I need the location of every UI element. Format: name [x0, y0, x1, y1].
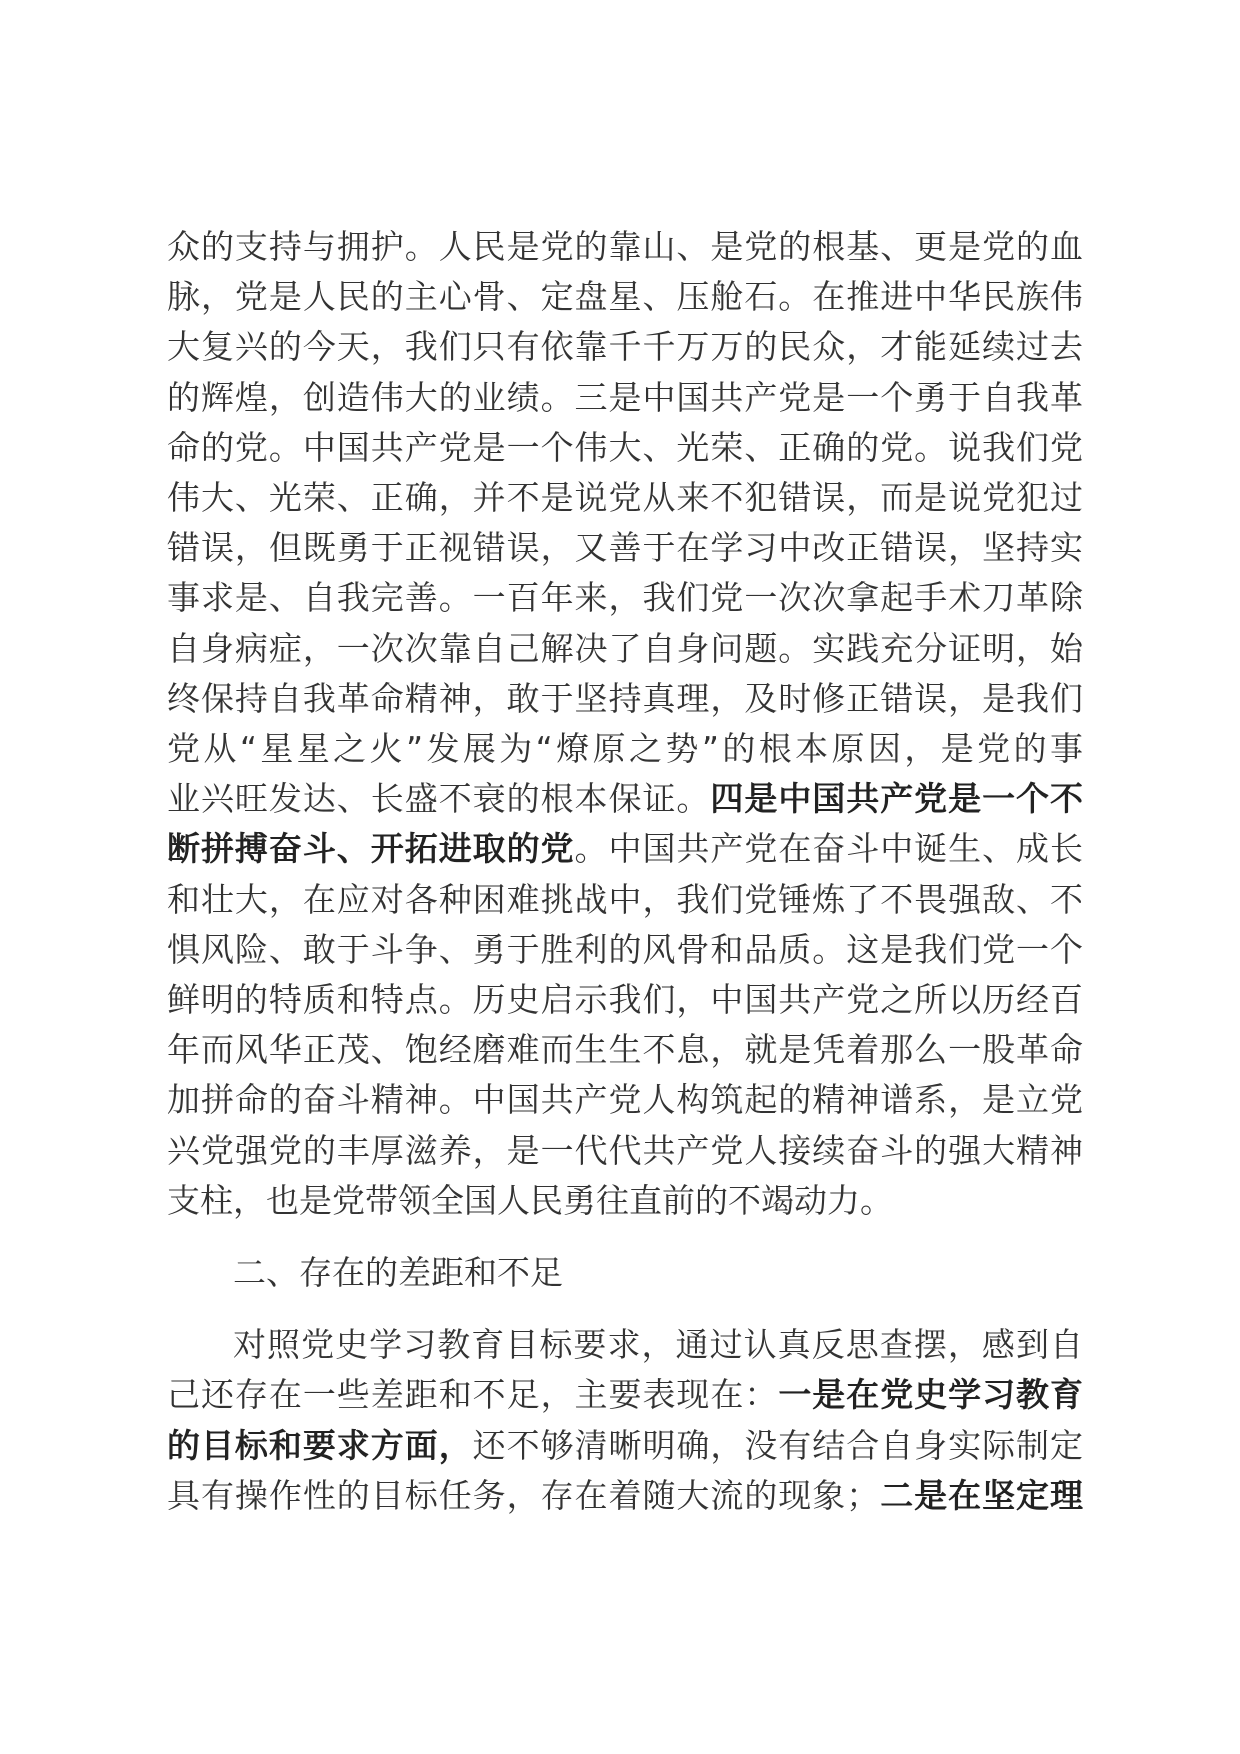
text-segment: 和壮大，在应对各种困难挑战中，我们党锤炼了不畏强敌、不 [167, 879, 1083, 919]
text-line [167, 1075, 1083, 1125]
text-segment: 伟大、光荣、正确，并不是说党从来不犯错误，而是说党犯过 [167, 478, 1083, 518]
body-paragraph-party-qualities [167, 222, 1083, 1226]
bold-text-segment: 的目标和要求方面， [167, 1425, 473, 1465]
text-line [167, 724, 1083, 774]
bold-text-segment: 一是在党史学习教育 [778, 1375, 1083, 1415]
text-line [167, 774, 1083, 824]
text-segment: 对照党史学习教育目标要求，通过认真反思查摆，感到自 [233, 1325, 1083, 1365]
text-line [167, 1176, 1083, 1226]
text-line [167, 824, 1083, 874]
section-heading-text: 二、存在的差距和不足 [233, 1253, 563, 1293]
section-heading [167, 1248, 1083, 1298]
text-line [167, 272, 1083, 322]
text-line [167, 322, 1083, 372]
text-line [167, 674, 1083, 724]
text-line [167, 875, 1083, 925]
text-line [167, 975, 1083, 1025]
text-segment: 惧风险、敢于斗争、勇于胜利的风骨和品质。这是我们党一个 [167, 929, 1083, 969]
text-line [167, 925, 1083, 975]
text-segment: 众的支持与拥护。人民是党的靠山、是党的根基、更是党的血 [167, 227, 1083, 266]
text-segment: 命的党。中国共产党是一个伟大、光荣、正确的党。说我们党 [167, 427, 1083, 467]
text-segment: 党从“星星之火”发展为“燎原之势”的根本原因，是党的事 [167, 729, 1083, 769]
text-segment: 终保持自我革命精神，敢于坚持真理，及时修正错误，是我们 [167, 678, 1083, 718]
text-segment: 业兴旺发达、长盛不衰的根本保证。 [167, 779, 711, 819]
text-line [167, 1370, 1083, 1420]
text-segment: 支柱，也是党带领全国人民勇往直前的不竭动力。 [167, 1180, 893, 1220]
text-line [167, 1126, 1083, 1176]
text-segment: 。中国共产党在奋斗中诞生、成长 [574, 829, 1083, 869]
text-line [167, 573, 1083, 623]
bold-text-segment: 二是在坚定理 [879, 1475, 1083, 1515]
bold-text-segment: 四是中国共产党是一个不 [710, 779, 1083, 819]
text-line [167, 1025, 1083, 1075]
text-segment: 还不够清晰明确，没有结合自身实际制定 [472, 1425, 1083, 1465]
document-page [167, 222, 1083, 1742]
text-line [167, 1471, 1083, 1521]
body-paragraph-shortcomings [167, 1320, 1083, 1521]
text-line [167, 473, 1083, 523]
text-segment: 兴党强党的丰厚滋养，是一代代共产党人接续奋斗的强大精神 [167, 1130, 1083, 1170]
text-segment: 鲜明的特质和特点。历史启示我们，中国共产党之所以历经百 [167, 980, 1083, 1020]
text-line [167, 373, 1083, 423]
text-segment: 具有操作性的目标任务，存在着随大流的现象； [167, 1475, 880, 1515]
text-segment: 脉，党是人民的主心骨、定盘星、压舱石。在推进中华民族伟 [167, 277, 1083, 317]
text-line [167, 1320, 1083, 1370]
text-segment: 加拼命的奋斗精神。中国共产党人构筑起的精神谱系，是立党 [167, 1080, 1083, 1120]
text-segment: 自身病症，一次次靠自己解决了自身问题。实践充分证明，始 [167, 628, 1083, 668]
text-segment: 己还存在一些差距和不足，主要表现在： [167, 1375, 779, 1415]
text-segment: 年而风华正茂、饱经磨难而生生不息，就是凭着那么一股革命 [167, 1030, 1083, 1070]
text-segment: 事求是、自我完善。一百年来，我们党一次次拿起手术刀革除 [167, 578, 1083, 618]
text-line [167, 624, 1083, 674]
bold-text-segment: 断拼搏奋斗、开拓进取的党 [167, 829, 575, 869]
text-segment: 错误，但既勇于正视错误，又善于在学习中改正错误，坚持实 [167, 528, 1083, 568]
text-line [167, 1421, 1083, 1471]
text-segment: 大复兴的今天，我们只有依靠千千万万的民众，才能延续过去 [167, 327, 1083, 367]
text-line [167, 222, 1083, 272]
text-line [167, 523, 1083, 573]
text-line [167, 423, 1083, 473]
text-segment: 的辉煌，创造伟大的业绩。三是中国共产党是一个勇于自我革 [167, 377, 1083, 417]
